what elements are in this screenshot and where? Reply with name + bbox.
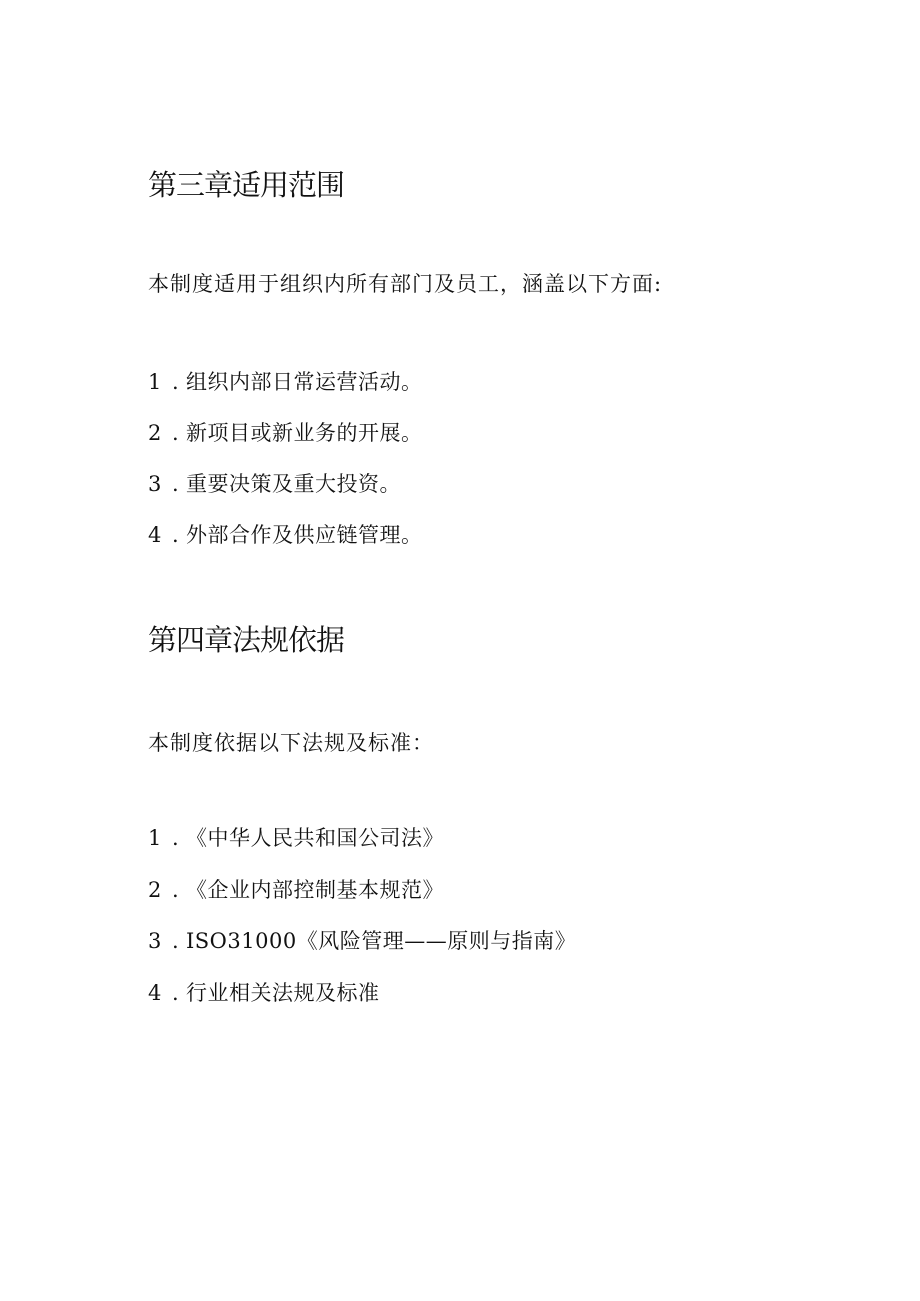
item-number: 1 <box>148 370 162 394</box>
chapter-4-heading: 第四章法规依据 <box>148 623 345 657</box>
item-text: 《中华人民共和国公司法》 <box>186 826 444 850</box>
item-number: 4 <box>148 981 162 1005</box>
chapter-3-intro: 本制度适用于组织内所有部门及员工，涵盖以下方面: <box>148 272 663 296</box>
item-number: 2 <box>148 878 162 902</box>
item-marker: . <box>172 421 179 445</box>
item-text: 新项目或新业务的开展。 <box>186 421 423 445</box>
regulation-item-3 <box>148 926 576 956</box>
scope-item-3 <box>148 469 401 499</box>
scope-item-2 <box>148 418 423 448</box>
item-text: 外部合作及供应链管理。 <box>186 523 423 547</box>
regulation-item-2 <box>148 875 444 905</box>
item-marker: . <box>172 370 179 394</box>
item-text: 行业相关法规及标准 <box>186 981 380 1005</box>
item-marker: . <box>172 981 179 1005</box>
item-text: 组织内部日常运营活动。 <box>186 370 423 394</box>
item-marker: . <box>172 878 179 902</box>
item-number: 4 <box>148 523 162 547</box>
item-marker: . <box>172 929 179 953</box>
item-marker: . <box>172 472 179 496</box>
item-marker: . <box>172 826 179 850</box>
item-text: 《企业内部控制基本规范》 <box>186 878 444 902</box>
scope-item-4 <box>148 520 423 550</box>
item-text: 重要决策及重大投资。 <box>186 472 401 496</box>
chapter-4-intro: 本制度依据以下法规及标准： <box>148 731 434 755</box>
item-number: 2 <box>148 421 162 445</box>
item-number: 1 <box>148 826 162 850</box>
scope-item-1 <box>148 367 423 397</box>
regulation-item-4 <box>148 978 380 1008</box>
item-number: 3 <box>148 929 162 953</box>
item-marker: . <box>172 523 179 547</box>
item-number: 3 <box>148 472 162 496</box>
regulation-item-1 <box>148 823 444 853</box>
chapter-3-heading: 第三章适用范围 <box>148 168 345 202</box>
item-text: ISO31000《风险管理——原则与指南》 <box>186 929 577 953</box>
